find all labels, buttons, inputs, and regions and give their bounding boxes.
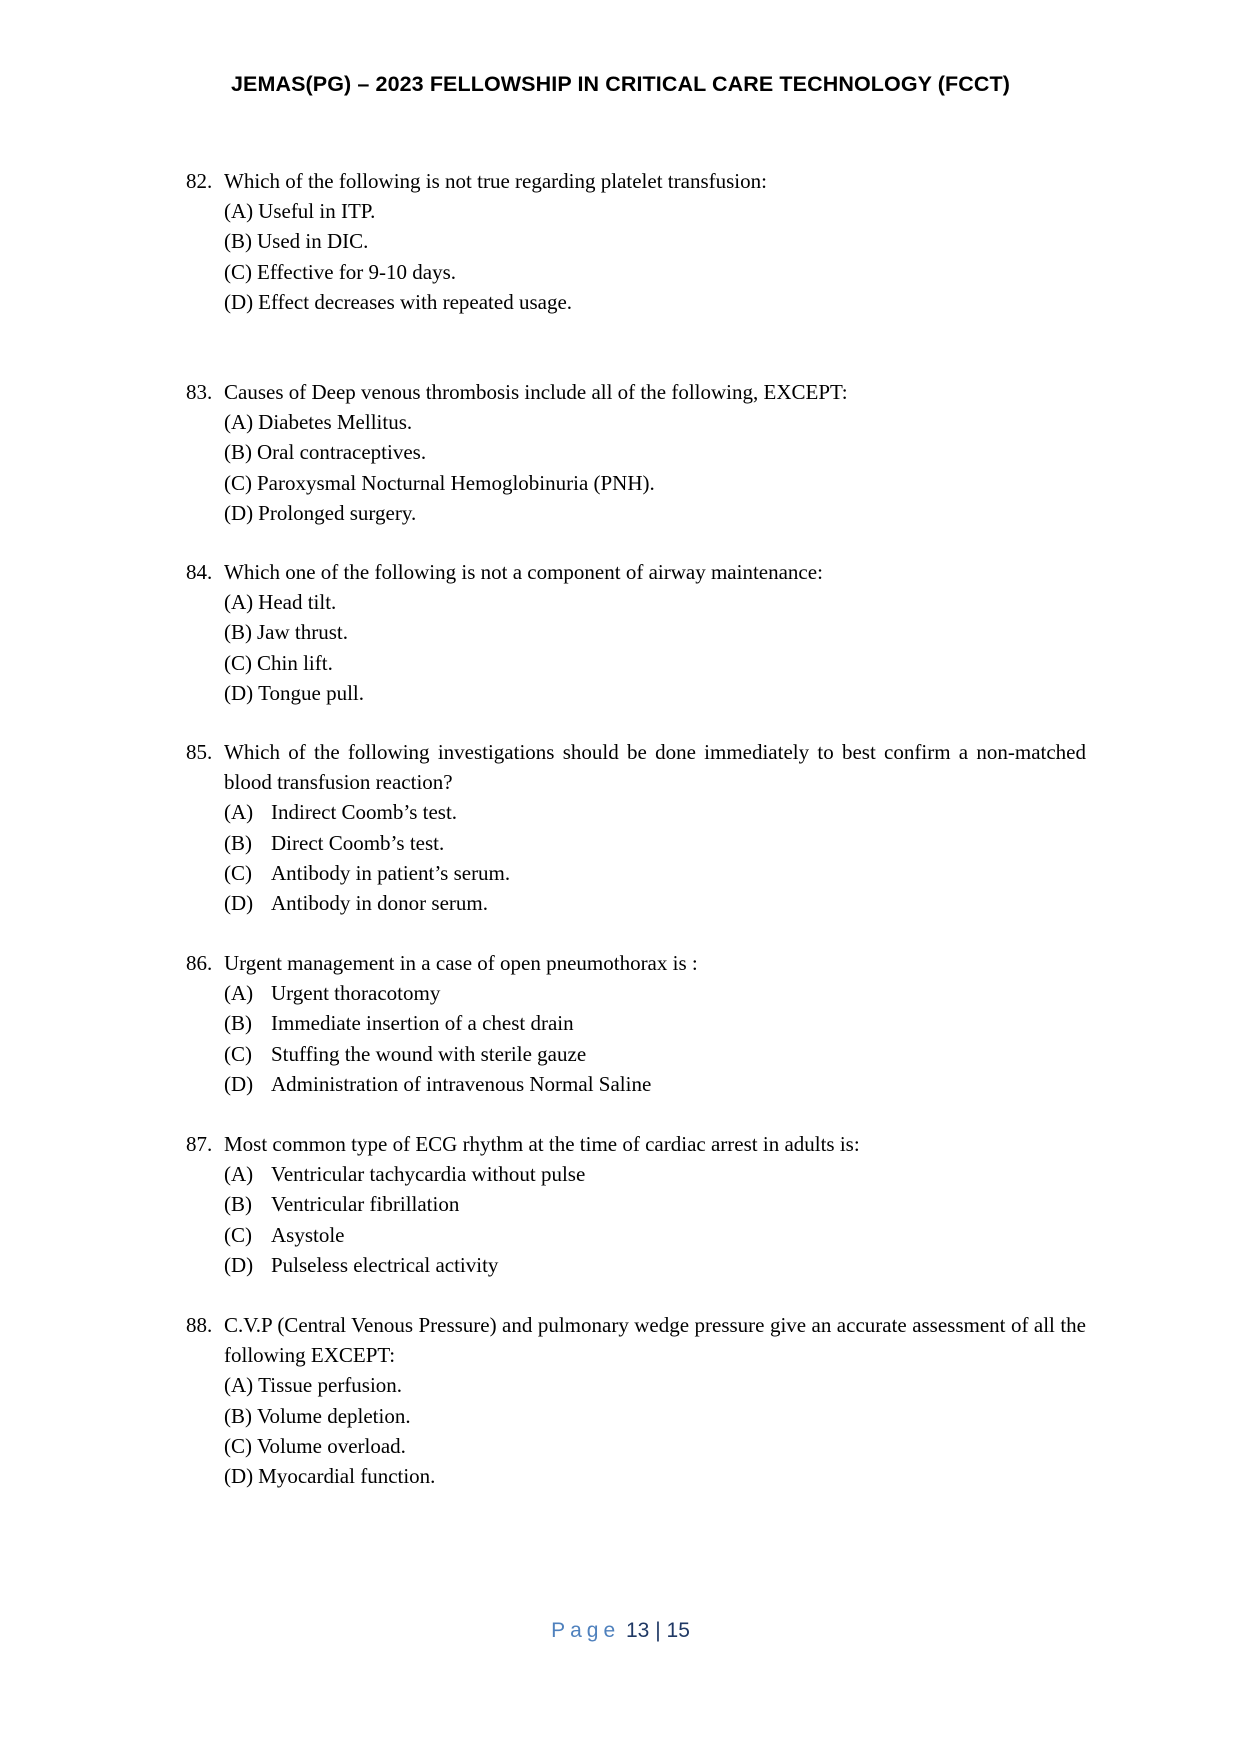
option-d <box>224 1250 1086 1280</box>
question-text: Which one of the following is not a component of airway maintenance: <box>224 560 823 584</box>
option-letter: (A) <box>224 590 254 615</box>
page-label: Page <box>551 1619 621 1642</box>
option-b <box>224 828 1086 858</box>
option-a <box>224 587 1086 617</box>
option-text: Effect decreases with repeated usage. <box>258 289 573 314</box>
page-title: JEMAS(PG) – 2023 FELLOWSHIP IN CRITICAL CARE TECHNOLOGY (FCCT) <box>230 72 1011 96</box>
option-letter: (A) <box>224 410 254 435</box>
option-letter: (D) <box>224 1071 254 1096</box>
option-text: Diabetes Mellitus. <box>258 410 413 435</box>
option-d <box>224 287 1086 317</box>
option-a <box>224 1370 1086 1400</box>
option-d <box>224 678 1086 708</box>
option-letter: (D) <box>224 500 254 525</box>
option-letter: (B) <box>224 620 252 645</box>
option-text: Immediate insertion of a chest drain <box>271 1011 574 1036</box>
option-text: Useful in ITP. <box>258 199 376 224</box>
option-text: Indirect Coomb’s test. <box>271 800 458 825</box>
question-text: C.V.P (Central Venous Pressure) and pulmonary wedge pressure give an accurate assessment of all the following EXCEPT: <box>224 1313 1086 1368</box>
option-b <box>224 226 1086 256</box>
page-separator: | <box>655 1619 661 1642</box>
option-text: Ventricular fibrillation <box>271 1192 460 1217</box>
option-text: Tissue perfusion. <box>258 1373 403 1398</box>
question-text: Which of the following investigations should be done immediately to best confirm a non-matched blood transfusion reaction? <box>224 740 1086 795</box>
option-text: Ventricular tachycardia without pulse <box>271 1162 586 1187</box>
question-text: Most common type of ECG rhythm at the time of cardiac arrest in adults is: <box>224 1132 860 1156</box>
option-letter: (B) <box>224 229 252 254</box>
option-a <box>224 407 1086 437</box>
option-text: Head tilt. <box>258 590 337 615</box>
option-text: Prolonged surgery. <box>258 500 417 525</box>
option-letter: (C) <box>224 860 252 885</box>
question-text: Urgent management in a case of open pneumothorax is : <box>224 951 698 975</box>
option-c <box>224 1431 1086 1461</box>
option-text: Stuffing the wound with sterile gauze <box>271 1041 587 1066</box>
option-c <box>224 468 1086 498</box>
option-letter: (B) <box>224 1011 252 1036</box>
option-b <box>224 1008 1086 1038</box>
question-88 <box>186 1310 1086 1491</box>
option-letter: (A) <box>224 1373 254 1398</box>
option-text: Asystole <box>271 1222 345 1247</box>
question-87 <box>186 1129 1086 1280</box>
page-footer <box>0 1619 1241 1643</box>
option-a <box>224 196 1086 226</box>
question-82 <box>186 166 1086 317</box>
option-b <box>224 1401 1086 1431</box>
option-text: Myocardial function. <box>258 1464 436 1489</box>
option-b <box>224 437 1086 467</box>
option-letter: (C) <box>224 470 252 495</box>
option-letter: (C) <box>224 259 252 284</box>
question-text: Which of the following is not true regarding platelet transfusion: <box>224 169 767 193</box>
option-letter: (D) <box>224 1252 254 1277</box>
option-letter: (A) <box>224 981 254 1006</box>
option-text: Direct Coomb’s test. <box>271 830 445 855</box>
option-d <box>224 498 1086 528</box>
question-86 <box>186 948 1086 1099</box>
option-letter: (A) <box>224 800 254 825</box>
option-d <box>224 1461 1086 1491</box>
option-letter: (D) <box>224 1464 254 1489</box>
option-letter: (C) <box>224 650 252 675</box>
option-letter: (A) <box>224 199 254 224</box>
option-b <box>224 617 1086 647</box>
question-84 <box>186 557 1086 708</box>
option-d <box>224 888 1086 918</box>
option-c <box>224 648 1086 678</box>
option-d <box>224 1069 1086 1099</box>
question-number: 84. <box>186 560 213 584</box>
option-text: Jaw thrust. <box>257 620 348 645</box>
total-pages: 15 <box>666 1619 690 1642</box>
question-number: 82. <box>186 169 213 193</box>
option-c <box>224 257 1086 287</box>
option-letter: (B) <box>224 1192 252 1217</box>
option-text: Paroxysmal Nocturnal Hemoglobinuria (PNH). <box>257 470 655 495</box>
option-text: Urgent thoracotomy <box>271 981 441 1006</box>
option-c <box>224 858 1086 888</box>
option-letter: (D) <box>224 680 254 705</box>
question-number: 87. <box>186 1132 213 1156</box>
option-letter: (B) <box>224 830 252 855</box>
option-a <box>224 797 1086 827</box>
question-number: 83. <box>186 380 213 404</box>
option-text: Chin lift. <box>257 650 333 675</box>
option-b <box>224 1189 1086 1219</box>
option-letter: (D) <box>224 891 254 916</box>
option-text: Antibody in patient’s serum. <box>271 860 511 885</box>
option-letter: (A) <box>224 1162 254 1187</box>
option-letter: (C) <box>224 1222 252 1247</box>
question-number: 88. <box>186 1313 213 1337</box>
option-text: Tongue pull. <box>258 680 365 705</box>
option-letter: (C) <box>224 1433 252 1458</box>
option-c <box>224 1039 1086 1069</box>
option-letter: (C) <box>224 1041 252 1066</box>
option-a <box>224 1159 1086 1189</box>
option-text: Used in DIC. <box>257 229 369 254</box>
option-text: Effective for 9-10 days. <box>257 259 457 284</box>
question-85 <box>186 737 1086 918</box>
question-83 <box>186 377 1086 528</box>
option-text: Administration of intravenous Normal Saline <box>271 1071 652 1096</box>
option-letter: (B) <box>224 440 252 465</box>
question-number: 85. <box>186 740 213 764</box>
option-text: Antibody in donor serum. <box>271 891 488 916</box>
option-letter: (B) <box>224 1403 252 1428</box>
option-text: Oral contraceptives. <box>257 440 427 465</box>
option-text: Volume overload. <box>257 1433 406 1458</box>
option-a <box>224 978 1086 1008</box>
option-text: Volume depletion. <box>257 1403 411 1428</box>
current-page-number: 13 <box>626 1619 650 1642</box>
option-c <box>224 1220 1086 1250</box>
question-text: Causes of Deep venous thrombosis include all of the following, EXCEPT: <box>224 380 848 404</box>
question-number: 86. <box>186 951 213 975</box>
option-text: Pulseless electrical activity <box>271 1252 499 1277</box>
option-letter: (D) <box>224 289 254 314</box>
